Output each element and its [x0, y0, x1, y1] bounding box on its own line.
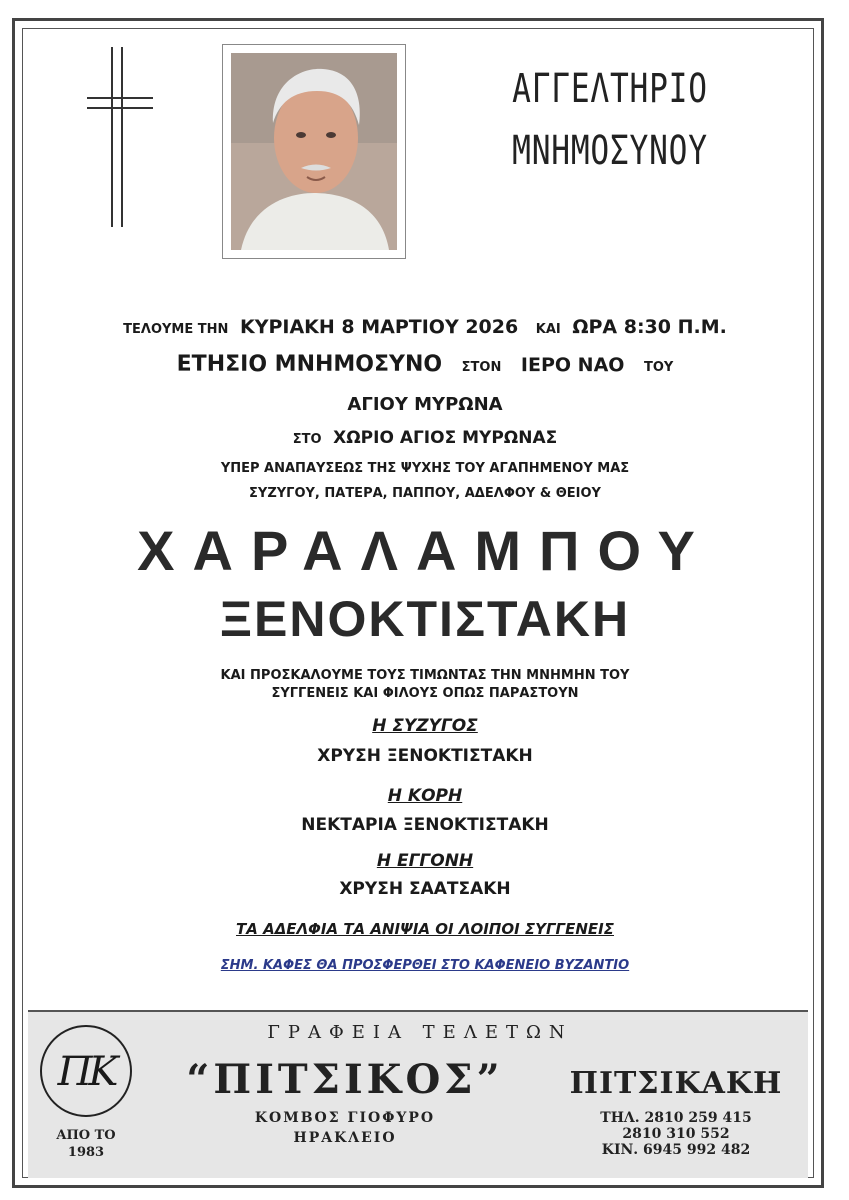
- since-label: ΑΠΟ ΤΟ: [56, 1128, 116, 1143]
- ceremony-date-line: [30, 316, 820, 338]
- family-name-spouse: ΧΡΥΣΗ ΞΕΝΟΚΤΙΣΤΑΚΗ: [317, 746, 533, 766]
- village-line: [30, 428, 820, 448]
- and-text: ΚΑΙ: [535, 322, 561, 337]
- ceremony-time: ΩΡΑ 8:30 Π.Μ.: [572, 316, 727, 338]
- soul-rest-line: ΥΠΕΡ ΑΝΑΠΑΥΣΕΩΣ ΤΗΣ ΨΥΧΗΣ ΤΟΥ ΑΓΑΠΗΜΕΝΟΥ ΜΑΣ: [220, 461, 630, 476]
- company-surname: ΠΙΤΣΙΚΑΚΗ: [569, 1066, 783, 1101]
- relations-line: ΣΥΖΥΓΟΥ, ΠΑΤΕΡΑ, ΠΑΠΠΟΥ, ΑΔΕΛΦΟΥ & ΘΕΙΟΥ: [249, 486, 601, 501]
- church-name: ΑΓΙΟΥ ΜΥΡΩΝΑ: [347, 394, 503, 415]
- deceased-last-name: ΞΕΝΟΚΤΙΣΤΑΚΗ: [219, 591, 631, 647]
- family-role-daughter: Η ΚΟΡΗ: [387, 786, 463, 806]
- title-line-2: ΜΝΗΜΟΣΥΝΟΥ: [512, 128, 708, 174]
- memorial-type: ΕΤΗΣΙΟ ΜΝΗΜΟΣΥΝΟ: [176, 352, 443, 377]
- intro-text: ΤΕΛΟΥΜΕ ΤΗΝ: [123, 322, 229, 337]
- company-name: “ΠΙΤΣΙΚΟΣ”: [186, 1056, 504, 1103]
- phone-1: ΤΗΛ. 2810 259 415: [600, 1110, 752, 1126]
- invitation-line-1: ΚΑΙ ΠΡΟΣΚΑΛΟΥΜΕ ΤΟΥΣ ΤΙΜΩΝΤΑΣ ΤΗΝ ΜΝΗΜΗΝ ΤΟΥ: [220, 668, 630, 683]
- company-logo: [40, 1025, 132, 1117]
- company-header: ΓΡΑΦΕΙΑ ΤΕΛΕΤΩΝ: [267, 1022, 573, 1043]
- family-role-spouse: Η ΣΥΖΥΓΟΣ: [372, 716, 478, 736]
- invitation-line-2: ΣΥΓΓΕΝΕΙΣ ΚΑΙ ΦΙΛΟΥΣ ΟΠΩΣ ΠΑΡΑΣΤΟΥΝ: [271, 686, 579, 701]
- at-text: ΣΤΟΝ: [461, 360, 502, 375]
- deceased-first-name: ΧΑΡΑΛΑΜΠΟΥ: [137, 519, 713, 582]
- address-line-2: ΗΡΑΚΛΕΙΟ: [293, 1130, 397, 1146]
- mobile-phone: ΚΙΝ. 6945 992 482: [601, 1142, 751, 1158]
- cross-icon: [85, 45, 155, 230]
- since-year: 1983: [67, 1145, 105, 1160]
- title-line-1: ΑΓΓΕΛΤΗΡΙΟ: [512, 66, 708, 112]
- logo-monogram: ΠΚ: [57, 1049, 115, 1095]
- family-name-granddaughter: ΧΡΥΣΗ ΣΑΑΤΣΑΚΗ: [339, 879, 511, 899]
- family-name-daughter: ΝΕΚΤΑΡΙΑ ΞΕΝΟΚΤΙΣΤΑΚΗ: [301, 815, 549, 835]
- relatives-line: ΤΑ ΑΔΕΛΦΙΑ ΤΑ ΑΝΙΨΙΑ ΟΙ ΛΟΙΠΟΙ ΣΥΓΓΕΝΕΙΣ: [236, 920, 614, 938]
- village-name: ΧΩΡΙΟ ΑΓΙΟΣ ΜΥΡΩΝΑΣ: [333, 428, 558, 448]
- coffee-note: ΣΗΜ. ΚΑΦΕΣ ΘΑ ΠΡΟΣΦΕΡΘΕΙ ΣΤΟ ΚΑΦΕΝΕΙΟ ΒΥΖΑΝΤΙΟ: [220, 958, 630, 973]
- memorial-line: [30, 352, 820, 377]
- church-label: ΙΕΡΟ ΝΑΟ: [520, 354, 625, 376]
- in-text: ΣΤΟ: [292, 432, 322, 447]
- ceremony-date: ΚΥΡΙΑΚΗ 8 ΜΑΡΤΙΟΥ 2026: [239, 316, 519, 338]
- phone-2: 2810 310 552: [622, 1126, 730, 1142]
- family-role-granddaughter: Η ΕΓΓΟΝΗ: [376, 851, 474, 871]
- address-line-1: ΚΟΜΒΟΣ ΓΙΟΦΥΡΟ: [254, 1110, 436, 1126]
- of-text: ΤΟΥ: [644, 360, 674, 375]
- portrait-photo: [222, 44, 406, 259]
